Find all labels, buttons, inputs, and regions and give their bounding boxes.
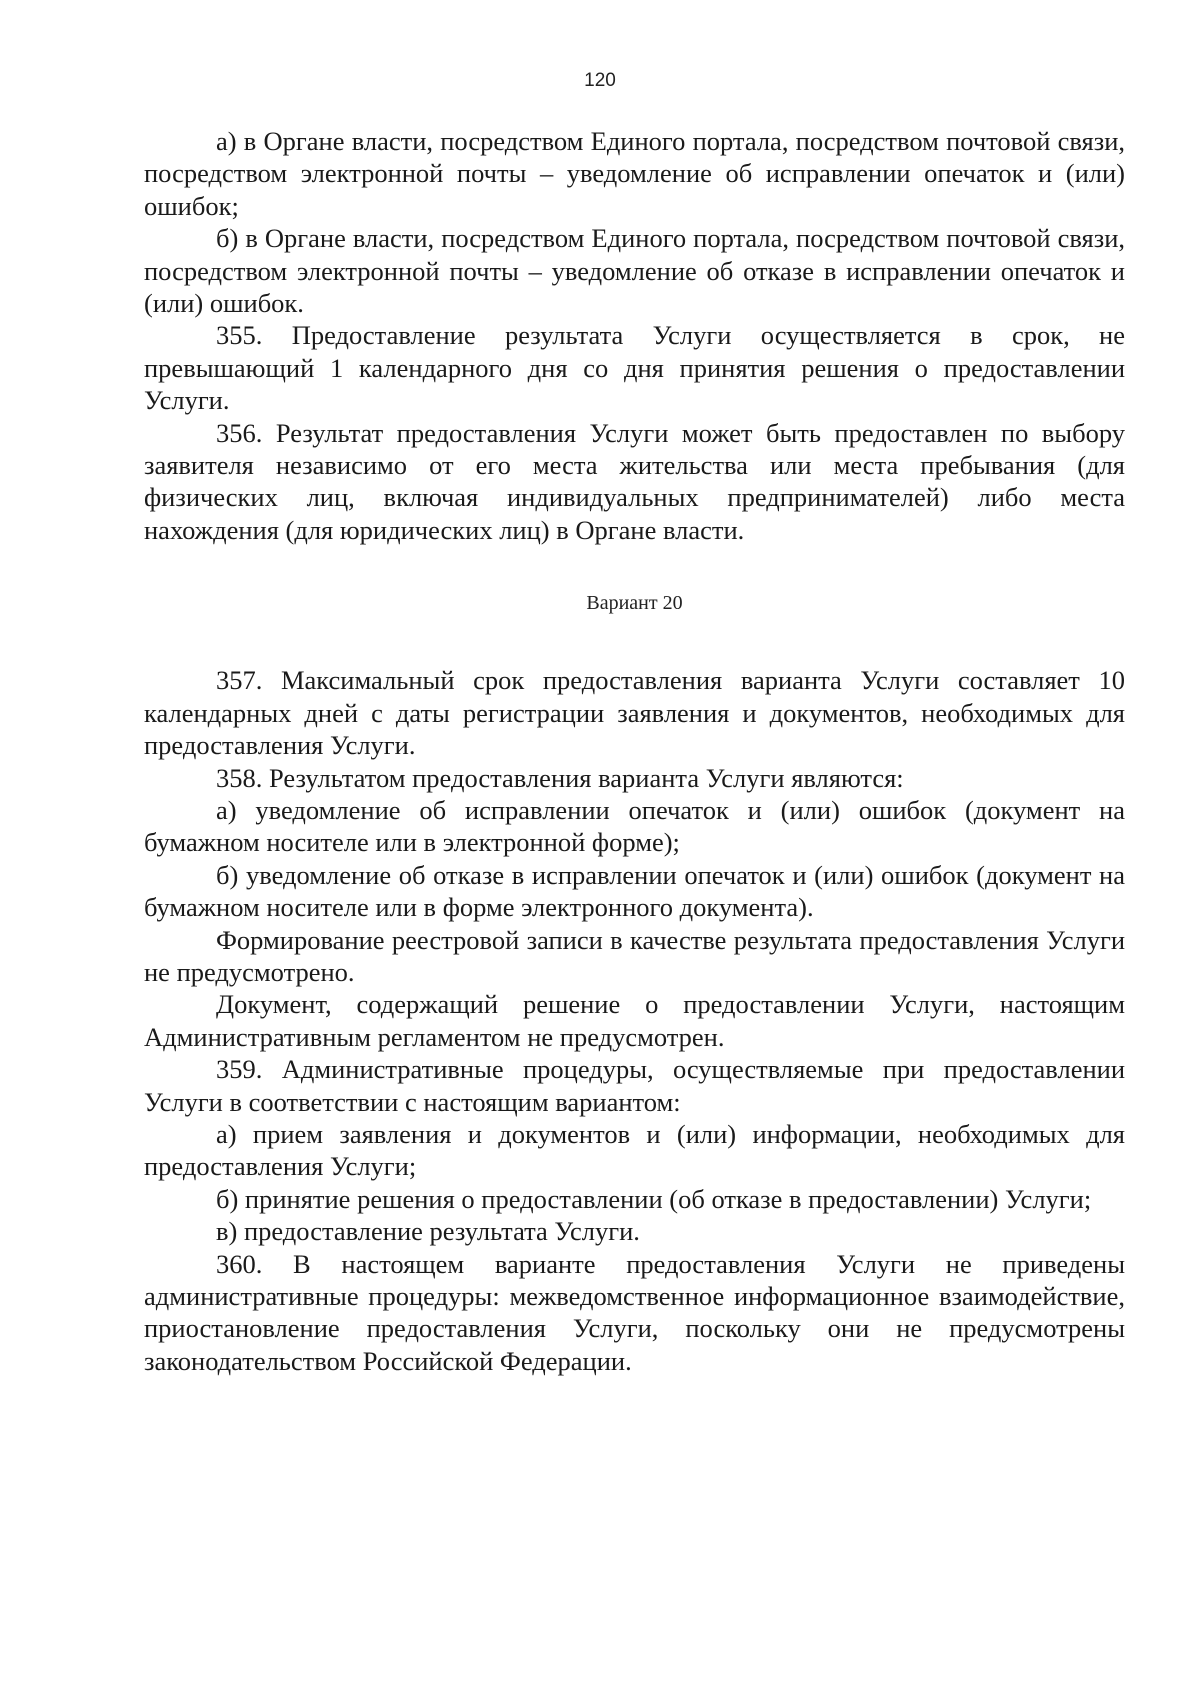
paragraph-360: 360. В настоящем варианте предоставления Услуги не приведены административные процедуры: межведомственное информационное взаимодействие, приостановление предоставления Услуги, поскольку они не предусмотрены законодательством Российской Федерации. xyxy=(144,1248,1125,1376)
paragraph-359-c: в) предоставление результата Услуги. xyxy=(216,1216,640,1247)
paragraph-359-a: а) прием заявления и документов и (или) информации, необходимых для предоставления Услуги; xyxy=(144,1118,1125,1182)
variant-heading: Вариант 20 xyxy=(586,592,683,615)
paragraph-decision-document: Документ, содержащий решение о предоставлении Услуги, настоящим Административным регламентом не предусмотрен. xyxy=(144,989,1125,1052)
document-body xyxy=(144,125,1125,1377)
paragraph-356: 356. Результат предоставления Услуги может быть предоставлен по выбору заявителя независимо от его места жительства или места пребывания (для физических лиц, включая индивидуальных предпринимателей) либо места нахождения (для юридических лиц) в Органе власти. xyxy=(144,417,1125,545)
paragraph-delivery-a: а) в Органе власти, посредством Единого портала, посредством почтовой связи, посредством электронной почты – уведомление об исправлении опечаток и (или) ошибок; xyxy=(144,126,1125,221)
paragraph-358-b: б) уведомление об отказе в исправлении опечаток и (или) ошибок (документ на бумажном носителе или в форме электронного документа). xyxy=(144,859,1125,923)
paragraph-359-b: б) принятие решения о предоставлении (об отказе в предоставлении) Услуги; xyxy=(216,1183,1092,1214)
paragraph-358: 358. Результатом предоставления варианта Услуги являются: xyxy=(216,762,904,793)
paragraph-359: 359. Административные процедуры, осуществляемые при предоставлении Услуги в соответствии с настоящим вариантом: xyxy=(144,1054,1125,1117)
paragraph-357: 357. Максимальный срок предоставления варианта Услуги составляет 10 календарных дней с даты регистрации заявления и документов, необходимых для предоставления Услуги. xyxy=(144,665,1125,761)
paragraph-delivery-b: б) в Органе власти, посредством Единого портала, посредством почтовой связи, посредством электронной почты – уведомление об отказе в исправлении опечаток и (или) ошибок. xyxy=(144,223,1125,319)
paragraph-355: 355. Предоставление результата Услуги осуществляется в срок, не превышающий 1 календарного дня со дня принятия решения о предоставлении Услуги. xyxy=(144,320,1125,416)
paragraph-registry-record: Формирование реестровой записи в качестве результата предоставления Услуги не предусмотрено. xyxy=(144,924,1125,987)
page-number: 120 xyxy=(584,70,616,91)
paragraph-358-a: а) уведомление об исправлении опечаток и (или) ошибок (документ на бумажном носителе или в электронной форме); xyxy=(144,794,1125,858)
